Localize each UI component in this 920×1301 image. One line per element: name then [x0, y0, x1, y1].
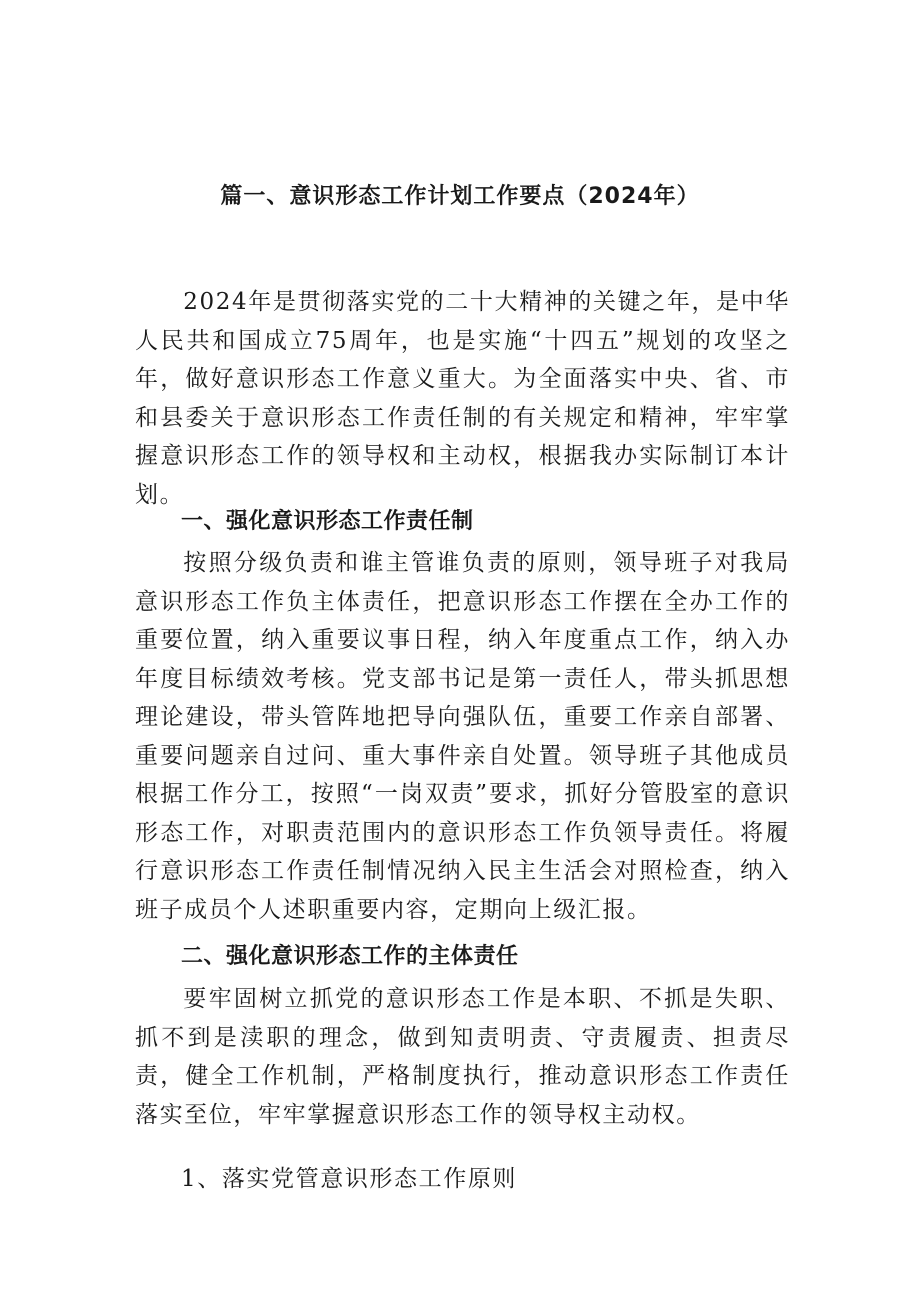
section-paragraph-1: 按照分级负责和谁主管谁负责的原则，领导班子对我局意识形态工作负主体责任，把意识形态工作摆在全办工作的重要位置，纳入重要议事日程，纳入年度重点工作，纳入办年度目标绩效考核。党支部书记是第一责任人，带头抓思想理论建设，带头管阵地把导向强队伍，重要工作亲自部署、重要问题亲自过问、重大事件亲自处置。领导班子其他成员根据工作分工，按照“一岗双责”要求，抓好分管股室的意识形态工作，对职责范围内的意识形态工作负领导责任。将履行意识形态工作责任制情况纳入民主生活会对照检查，纳入班子成员个人述职重要内容，定期向上级汇报。 — [135, 550, 790, 923]
section-paragraph-2: 要牢固树立抓党的意识形态工作是本职、不抓是失职、抓不到是渎职的理念，做到知责明责、守责履责、担责尽责，健全工作机制，严格制度执行，推动意识形态工作责任落实至位，牢牢掌握意识形态工作的领导权主动权。 — [135, 986, 790, 1128]
section-heading-1: 一、强化意识形态工作责任制 — [181, 509, 474, 534]
intro-paragraph: 2024年是贯彻落实党的二十大精神的关键之年，是中华人民共和国成立75周年，也是实施“十四五”规划的攻坚之年，做好意识形态工作意义重大。为全面落实中央、省、市和县委关于意识形态工作责任制的有关规定和精神，牢牢掌握意识形态工作的领导权和主动权，根据我办实际制订本计划。 — [135, 289, 790, 508]
section-heading-2: 二、强化意识形态工作的主体责任 — [181, 944, 519, 969]
document-title: 篇一、意识形态工作计划工作要点（2024年） — [220, 184, 700, 209]
subheading: 1、落实党管意识形态工作原则 — [181, 1166, 518, 1192]
